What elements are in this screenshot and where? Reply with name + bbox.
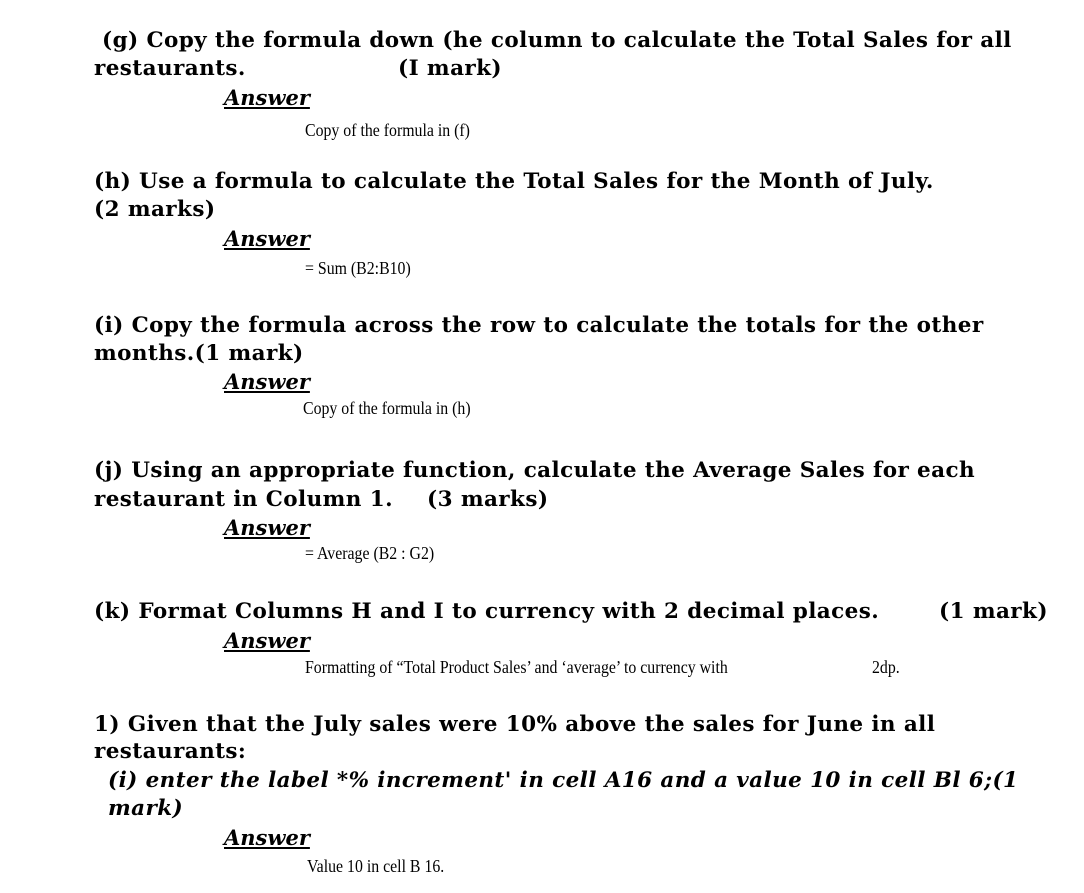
question-l-line2: restaurants:: [94, 739, 247, 764]
question-h-line1: (h) Use a formula to calculate the Total Sales for the Month of July.: [94, 169, 934, 194]
answer-i: Copy of the formula in (h): [303, 398, 471, 418]
answer-j: = Average (B2 : G2): [305, 543, 435, 563]
question-j-line2: restaurant in Column 1.: [94, 487, 393, 512]
answer-label-h: Answer: [224, 226, 310, 251]
question-j-line1: (j) Using an appropriate function, calculate the Average Sales for each: [94, 458, 975, 483]
question-h-line2: (2 marks): [94, 197, 216, 222]
answer-label-i: Answer: [224, 369, 310, 394]
answer-g: Copy of the formula in (f): [305, 120, 470, 140]
answer-k: Formatting of “Total Product Sales’ and ‘average’ to currency with: [305, 657, 728, 677]
answer-label-l: Answer: [224, 825, 310, 850]
question-i-line2: months.(1 mark): [94, 341, 304, 366]
question-k-line1: (k) Format Columns H and I to currency with 2 decimal places.: [94, 599, 880, 624]
question-g-marks: (I mark): [398, 56, 502, 81]
question-l-sub-line2: mark): [108, 796, 184, 821]
question-k-marks: (1 mark): [939, 599, 1048, 624]
answer-k-suffix: 2dp.: [872, 657, 900, 677]
answer-label-g: Answer: [224, 85, 310, 110]
answer-l: Value 10 in cell B 16.: [307, 856, 445, 876]
question-l-line1: 1) Given that the July sales were 10% above the sales for June in all: [94, 712, 936, 737]
question-l-sub-line1: (i) enter the label *% increment' in cell A16 and a value 10 in cell Bl 6;(1: [108, 768, 1019, 793]
question-i-line1: (i) Copy the formula across the row to calculate the totals for the other: [94, 313, 984, 338]
answer-label-j: Answer: [224, 515, 310, 540]
question-j-marks: (3 marks): [427, 487, 549, 512]
question-g-line2: restaurants.: [94, 56, 246, 81]
answer-label-k: Answer: [224, 628, 310, 653]
question-g-line1: (g) Copy the formula down (he column to calculate the Total Sales for all: [102, 28, 1012, 53]
answer-h: = Sum (B2:B10): [305, 258, 411, 278]
